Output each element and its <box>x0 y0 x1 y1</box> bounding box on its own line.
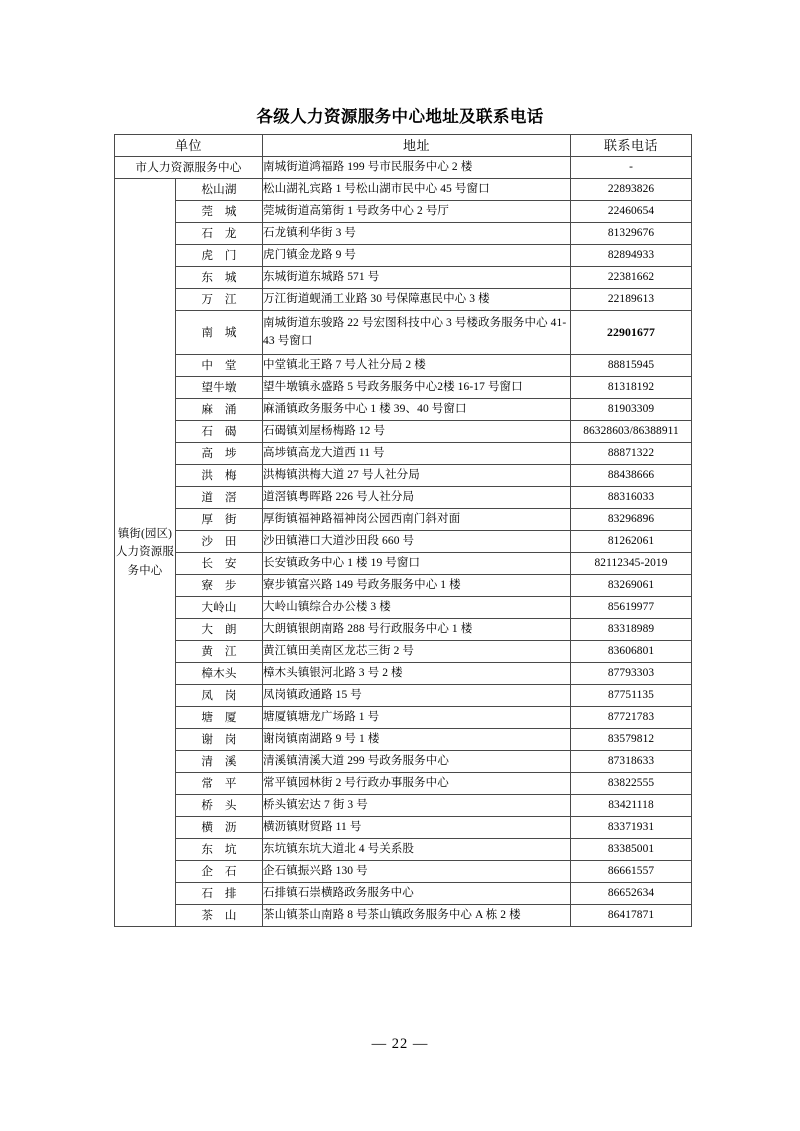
unit-name: 石 排 <box>176 883 263 905</box>
table-row <box>115 245 692 267</box>
unit-phone: 86652634 <box>571 883 692 905</box>
unit-address: 塘厦镇塘龙广场路 1 号 <box>263 707 571 729</box>
unit-phone: 85619977 <box>571 597 692 619</box>
unit-address: 凤岗镇政通路 15 号 <box>263 685 571 707</box>
unit-name: 洪 梅 <box>176 465 263 487</box>
table-row <box>115 465 692 487</box>
unit-name: 桥 头 <box>176 795 263 817</box>
column-header-unit: 单位 <box>115 135 263 157</box>
unit-phone: 81318192 <box>571 377 692 399</box>
table-row-city <box>115 157 692 179</box>
unit-name: 谢 岗 <box>176 729 263 751</box>
unit-address: 大岭山镇综合办公楼 3 楼 <box>263 597 571 619</box>
unit-name: 东 坑 <box>176 839 263 861</box>
unit-name: 望牛墩 <box>176 377 263 399</box>
unit-phone: 88316033 <box>571 487 692 509</box>
unit-address: 樟木头镇银河北路 3 号 2 楼 <box>263 663 571 685</box>
unit-name: 长 安 <box>176 553 263 575</box>
table-row <box>115 355 692 377</box>
table-row <box>115 443 692 465</box>
unit-phone: 83296896 <box>571 509 692 531</box>
unit-phone: 22901677 <box>571 311 692 355</box>
city-phone: - <box>571 157 692 179</box>
header-row <box>115 135 692 157</box>
table-row <box>115 773 692 795</box>
unit-name: 高 埗 <box>176 443 263 465</box>
unit-name: 石 龙 <box>176 223 263 245</box>
unit-address: 虎门镇金龙路 9 号 <box>263 245 571 267</box>
unit-phone: 22893826 <box>571 179 692 201</box>
unit-phone: 82894933 <box>571 245 692 267</box>
unit-address: 莞城街道高第街 1 号政务中心 2 号厅 <box>263 201 571 223</box>
group-label-township: 镇街(园区)人力资源服务中心 <box>115 179 176 927</box>
table-row <box>115 905 692 927</box>
unit-address: 松山湖礼宾路 1 号松山湖市民中心 45 号窗口 <box>263 179 571 201</box>
unit-phone: 88871322 <box>571 443 692 465</box>
table-row <box>115 289 692 311</box>
table-row <box>115 267 692 289</box>
unit-address: 清溪镇清溪大道 299 号政务服务中心 <box>263 751 571 773</box>
unit-address: 茶山镇茶山南路 8 号茶山镇政务服务中心 A 栋 2 楼 <box>263 905 571 927</box>
unit-address: 高埗镇高龙大道西 11 号 <box>263 443 571 465</box>
unit-phone: 22189613 <box>571 289 692 311</box>
column-header-address: 地址 <box>263 135 571 157</box>
unit-address: 石碣镇刘屋杨梅路 12 号 <box>263 421 571 443</box>
unit-address: 洪梅镇洪梅大道 27 号人社分局 <box>263 465 571 487</box>
unit-phone: 87793303 <box>571 663 692 685</box>
table-row <box>115 839 692 861</box>
unit-phone: 87751135 <box>571 685 692 707</box>
unit-phone: 81903309 <box>571 399 692 421</box>
unit-name: 东 城 <box>176 267 263 289</box>
unit-name: 樟木头 <box>176 663 263 685</box>
unit-name: 企 石 <box>176 861 263 883</box>
unit-name: 大岭山 <box>176 597 263 619</box>
unit-address: 大朗镇银朗南路 288 号行政服务中心 1 楼 <box>263 619 571 641</box>
unit-address: 常平镇园林街 2 号行政办事服务中心 <box>263 773 571 795</box>
unit-phone: 83606801 <box>571 641 692 663</box>
unit-address: 万江街道蚬涌工业路 30 号保障惠民中心 3 楼 <box>263 289 571 311</box>
table-row <box>115 553 692 575</box>
unit-phone: 22381662 <box>571 267 692 289</box>
table-row <box>115 817 692 839</box>
table-row <box>115 311 692 355</box>
unit-name: 横 沥 <box>176 817 263 839</box>
unit-address: 中堂镇北王路 7 号人社分局 2 楼 <box>263 355 571 377</box>
unit-phone: 83371931 <box>571 817 692 839</box>
table-row <box>115 399 692 421</box>
unit-phone: 83579812 <box>571 729 692 751</box>
unit-phone: 86661557 <box>571 861 692 883</box>
unit-name: 清 溪 <box>176 751 263 773</box>
unit-phone: 83269061 <box>571 575 692 597</box>
unit-phone: 88438666 <box>571 465 692 487</box>
unit-address: 沙田镇港口大道沙田段 660 号 <box>263 531 571 553</box>
unit-name: 南 城 <box>176 311 263 355</box>
table-row <box>115 751 692 773</box>
unit-phone: 81329676 <box>571 223 692 245</box>
unit-phone: 22460654 <box>571 201 692 223</box>
unit-address: 寮步镇富兴路 149 号政务服务中心 1 楼 <box>263 575 571 597</box>
table-row <box>115 377 692 399</box>
unit-name: 凤 岗 <box>176 685 263 707</box>
unit-address: 南城街道东骏路 22 号宏图科技中心 3 号楼政务服务中心 41-43 号窗口 <box>263 311 571 355</box>
unit-address: 谢岗镇南湖路 9 号 1 楼 <box>263 729 571 751</box>
city-address: 南城街道鸿福路 199 号市民服务中心 2 楼 <box>263 157 571 179</box>
unit-name: 道 滘 <box>176 487 263 509</box>
page-number: — 22 — <box>371 1036 429 1052</box>
table-row <box>115 531 692 553</box>
unit-address: 石龙镇利华街 3 号 <box>263 223 571 245</box>
unit-phone: 86417871 <box>571 905 692 927</box>
table-header <box>115 135 692 157</box>
page-title: 各级人力资源服务中心地址及联系电话 <box>256 107 544 126</box>
unit-name: 沙 田 <box>176 531 263 553</box>
unit-address: 东城街道东城路 571 号 <box>263 267 571 289</box>
unit-phone: 87318633 <box>571 751 692 773</box>
unit-phone: 88815945 <box>571 355 692 377</box>
unit-name: 寮 步 <box>176 575 263 597</box>
table-row <box>115 179 692 201</box>
table-row <box>115 707 692 729</box>
unit-name: 大 朗 <box>176 619 263 641</box>
unit-name: 万 江 <box>176 289 263 311</box>
unit-address: 望牛墩镇永盛路 5 号政务服务中心2楼 16-17 号窗口 <box>263 377 571 399</box>
unit-name: 厚 街 <box>176 509 263 531</box>
unit-address: 麻涌镇政务服务中心 1 楼 39、40 号窗口 <box>263 399 571 421</box>
unit-address: 企石镇振兴路 130 号 <box>263 861 571 883</box>
unit-address: 黄江镇田美南区龙芯三街 2 号 <box>263 641 571 663</box>
table-row <box>115 575 692 597</box>
table-row <box>115 619 692 641</box>
table-row <box>115 421 692 443</box>
table-row <box>115 663 692 685</box>
table-row <box>115 201 692 223</box>
unit-name: 松山湖 <box>176 179 263 201</box>
table-row <box>115 641 692 663</box>
unit-name: 麻 涌 <box>176 399 263 421</box>
unit-address: 长安镇政务中心 1 楼 19 号窗口 <box>263 553 571 575</box>
table-row <box>115 487 692 509</box>
unit-name: 中 堂 <box>176 355 263 377</box>
unit-name: 石 碣 <box>176 421 263 443</box>
city-unit-name: 市人力资源服务中心 <box>115 157 263 179</box>
unit-name: 常 平 <box>176 773 263 795</box>
unit-address: 道滘镇粤晖路 226 号人社分局 <box>263 487 571 509</box>
unit-address: 石排镇石崇横路政务服务中心 <box>263 883 571 905</box>
table-row <box>115 685 692 707</box>
unit-address: 横沥镇财贸路 11 号 <box>263 817 571 839</box>
unit-phone: 83318989 <box>571 619 692 641</box>
table-row <box>115 729 692 751</box>
unit-phone: 81262061 <box>571 531 692 553</box>
unit-name: 虎 门 <box>176 245 263 267</box>
directory-table-container <box>114 134 691 927</box>
unit-name: 塘 厦 <box>176 707 263 729</box>
service-center-directory-table <box>114 134 692 927</box>
unit-phone: 86328603/86388911 <box>571 421 692 443</box>
table-row <box>115 509 692 531</box>
column-header-phone: 联系电话 <box>571 135 692 157</box>
unit-phone: 83421118 <box>571 795 692 817</box>
table-row <box>115 861 692 883</box>
unit-phone: 83385001 <box>571 839 692 861</box>
table-row <box>115 597 692 619</box>
unit-name: 茶 山 <box>176 905 263 927</box>
unit-address: 厚街镇福神路福神岗公园西南门斜对面 <box>263 509 571 531</box>
unit-phone: 87721783 <box>571 707 692 729</box>
unit-address: 东坑镇东坑大道北 4 号关系股 <box>263 839 571 861</box>
unit-phone: 82112345-2019 <box>571 553 692 575</box>
table-body <box>115 157 692 927</box>
table-row <box>115 883 692 905</box>
unit-name: 黄 江 <box>176 641 263 663</box>
unit-address: 桥头镇宏达 7 街 3 号 <box>263 795 571 817</box>
unit-name: 莞 城 <box>176 201 263 223</box>
table-row <box>115 795 692 817</box>
unit-phone: 83822555 <box>571 773 692 795</box>
table-row <box>115 223 692 245</box>
